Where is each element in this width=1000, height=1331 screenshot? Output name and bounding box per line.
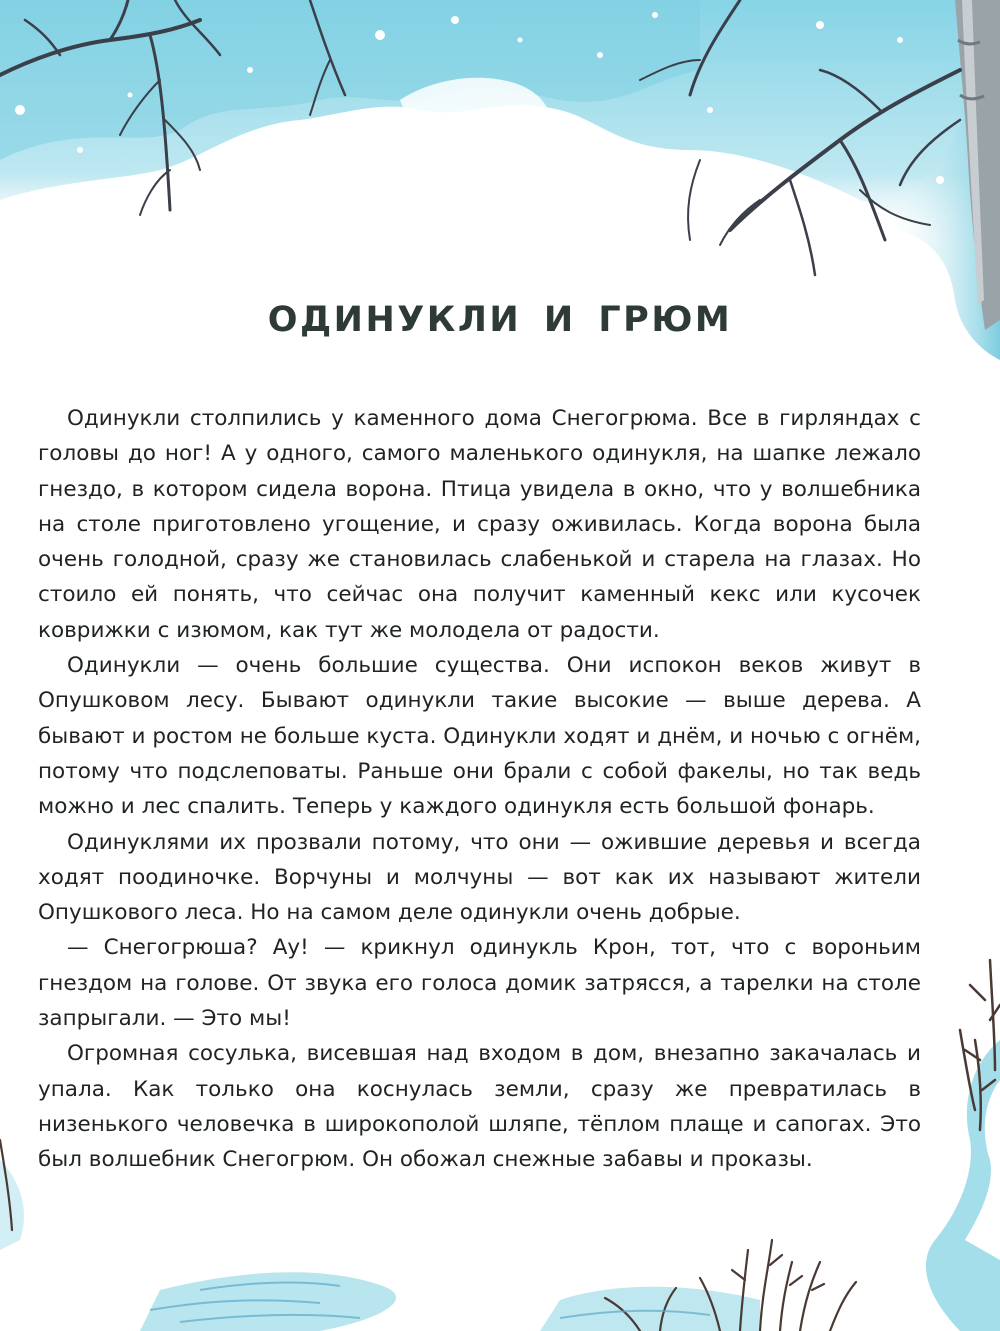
story-text	[38, 401, 921, 1178]
story-paragraph: — Снегогрюша? Ау! — крикнул одинукль Крон, тот, что с вороньим гнездом на голове. От звука его голоса домик затрясся, а тарелки на столе запрыгали. — Это мы!	[38, 935, 921, 1032]
page-title: ОДИНУКЛИ И ГРЮМ	[267, 300, 733, 340]
story-paragraph: Одинукли столпились у каменного дома Снегогрюма. Все в гирляндах с головы до ног! А у одного, самого маленького одинукля, на шапке лежало гнездо, в котором сидела ворона. Птица увидела в окно, что у волшебника на столе приготовлено угощение, и сразу оживилась. Когда ворона была очень голодной, сразу же становилась слабенькой и старела на глазах. Но стоило ей понять, что сейчас она получит каменный кекс или кусочек коврижки с изюмом, как тут же молодела от радости.	[38, 406, 921, 643]
story-paragraph: Одинуклями их прозвали потому, что они — ожившие деревья и всегда ходят поодиночке. Ворчуны и молчуны — вот как их называют жители Опушкового леса. Но на самом деле одинукли очень добрые.	[38, 829, 921, 926]
bottom-snow	[0, 1160, 760, 1331]
story-paragraph: Одинукли — очень большие существа. Они испокон веков живут в Опушковом лесу. Бывают одинукли такие высокие — выше дерева. А бывают и ростом не больше куста. Одинукли ходят и днём, и ночью с огнём, потому что подслеповаты. Раньше они брали с собой факелы, но так ведь можно и лес спалить. Теперь у каждого одинукля есть большой фонарь.	[38, 653, 922, 820]
story-paragraph: Огромная сосулька, висевшая над входом в дом, внезапно закачалась и упала. Как только она коснулась земли, сразу же превратилась в низенького человечка в широкополой шляпе, тёплом плаще и сапогах. Это был волшебник Снегогрюм. Он обожал снежные забавы и проказы.	[38, 1041, 921, 1173]
